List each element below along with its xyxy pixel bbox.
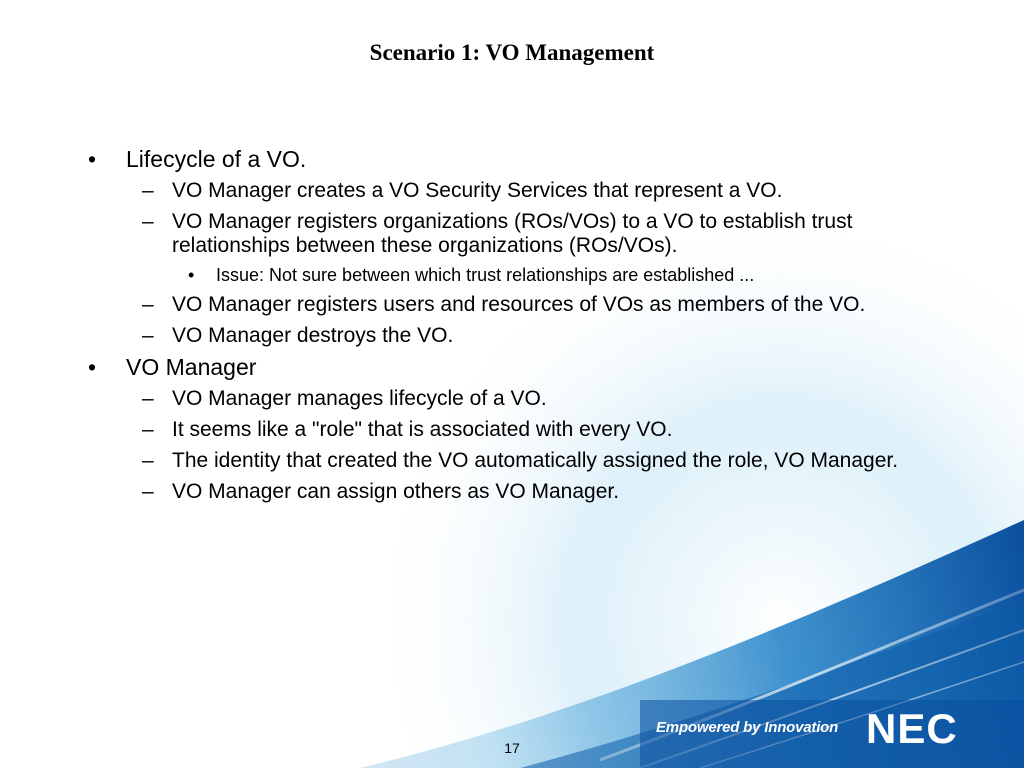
brand-tagline: Empowered by Innovation [656, 719, 839, 736]
bullet-marker: – [142, 324, 154, 347]
bullet-list [88, 140, 948, 504]
bullet-text: VO Manager registers organizations (ROs/VOs) to a VO to establish trust relationships between these organizations (ROs/VOs). [172, 210, 853, 257]
bullet-level-2 [88, 179, 948, 203]
bullet-level-2 [88, 449, 948, 473]
bullet-marker: • [188, 265, 195, 285]
bullet-level-1 [88, 354, 948, 380]
bullet-marker: – [142, 179, 154, 202]
bullet-text: VO Manager manages lifecycle of a VO. [172, 387, 547, 410]
page-number: 17 [504, 740, 520, 756]
bullet-marker: • [88, 146, 97, 172]
bullet-marker: – [142, 293, 154, 316]
bullet-marker: – [142, 210, 154, 233]
nec-logo: NEC [866, 705, 958, 752]
bullet-level-2 [88, 480, 948, 504]
bullet-text: Issue: Not sure between which trust relationships are established ... [216, 265, 755, 285]
bullet-text: VO Manager [126, 354, 257, 380]
bullet-level-2 [88, 293, 948, 317]
bullet-text: Lifecycle of a VO. [126, 146, 307, 172]
bullet-text: VO Manager can assign others as VO Manager. [172, 480, 620, 503]
bullet-level-2 [88, 210, 948, 258]
bullet-level-2 [88, 418, 948, 442]
bullet-level-2 [88, 387, 948, 411]
bullet-marker: – [142, 387, 154, 410]
bullet-marker: – [142, 449, 154, 472]
bullet-text: VO Manager creates a VO Security Services that represent a VO. [172, 179, 783, 202]
bullet-text: VO Manager registers users and resources of VOs as members of the VO. [172, 293, 866, 316]
bullet-marker: – [142, 418, 154, 441]
bullet-marker: – [142, 480, 154, 503]
bullet-level-2 [88, 324, 948, 348]
bullet-level-1 [88, 146, 948, 172]
bullet-text: The identity that created the VO automatically assigned the role, VO Manager. [172, 449, 899, 472]
slide-title: Scenario 1: VO Management [369, 40, 655, 65]
bullet-level-3 [88, 264, 948, 286]
bullet-marker: • [88, 354, 97, 380]
bullet-text: VO Manager destroys the VO. [172, 324, 454, 347]
bullet-text: It seems like a "role" that is associated with every VO. [172, 418, 673, 441]
